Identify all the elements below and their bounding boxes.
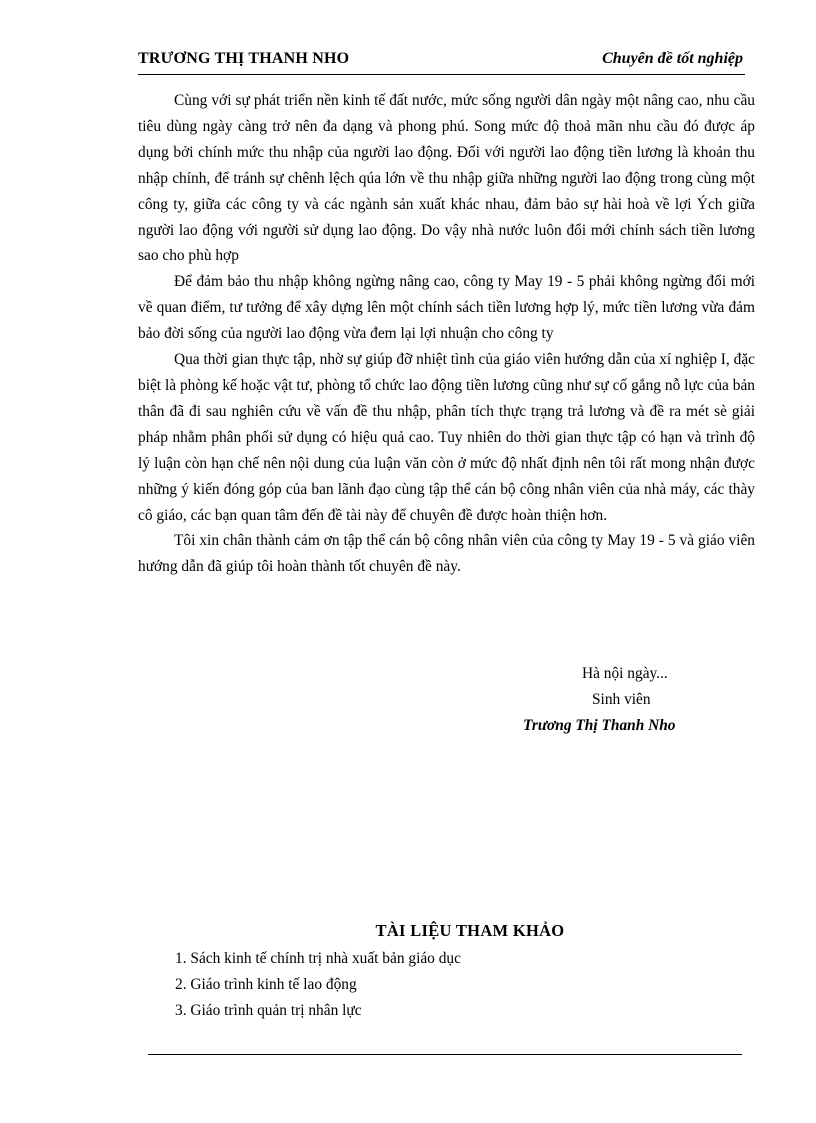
- signature-role: Sinh viên: [592, 691, 651, 708]
- references-title: TÀI LIỆU THAM KHẢO: [375, 921, 565, 940]
- signature-name: Trương Thị Thanh Nho: [523, 717, 676, 734]
- paragraph: Qua thời gian thực tập, nhờ sự giúp đỡ nhiệt tình của giáo viên hướng dẫn của xí nghiệp I, đặc biệt là phòng kế hoặc vật tư, phòng tổ chức lao động tiền lương cũng như sự cố gắng nỗ lực của bản thân đã đi sau nghiên cứu về vấn đề thu nhập, phân tích thực trạng trả lương và đề ra mét sè giải pháp nhằm phân phối sử dụng có hiệu quả cao. Tuy nhiên do thời gian thực tập có hạn và trình độ lý luận còn hạn chế nên nội dung của luận văn còn ở mức độ nhất định nên tôi rất mong nhận được những ý kiến đóng góp của ban lãnh đạo cùng tập thể cán bộ công nhân viên của nhà máy, các thày cô giáo, các bạn quan tâm đến đề tài này để chuyên đề được hoàn thiện hơn.: [138, 351, 755, 524]
- paragraph: Để đảm bảo thu nhập không ngừng nâng cao, công ty May 19 - 5 phải không ngừng đổi mới về quan điểm, tư tưởng để xây dựng lên một chính sách tiền lương hợp lý, mức tiền lương vừa đảm bảo đời sống của người lao động vừa đem lại lợi nhuận cho công ty: [138, 273, 755, 343]
- body-text: [138, 88, 755, 580]
- paragraph: Tôi xin chân thành cảm ơn tập thể cán bộ công nhân viên của công ty May 19 - 5 và giáo viên hướng dẫn đã giúp tôi hoàn thành tốt chuyên đề này.: [138, 532, 755, 576]
- reference-item: 1. Sách kinh tế chính trị nhà xuất bản giáo dục: [175, 950, 461, 967]
- references-list: [175, 946, 461, 1024]
- paragraph: Cùng với sự phát triển nền kinh tế đất nước, mức sống người dân ngày một nâng cao, nhu cầu tiêu dùng ngày càng trở nên đa dạng và phong phú. Song mức độ thoả mãn nhu cầu đó được áp dụng bởi chính mức thu nhập của người lao động. Đối với người lao động tiền lương là khoản thu nhập chính, để tránh sự chênh lệch qúa lớn về thu nhập giữa những người lao động trong cùng một công ty, giữa các công ty và các ngành sản xuất khác nhau, đảm bảo sự hài hoà về lợi Ých giữa người lao động với người sử dụng lao động. Do vậy nhà nước luôn đổi mới chính sách tiền lương sao cho phù hợp: [138, 92, 755, 265]
- signature-date: Hà nội ngày...: [582, 665, 668, 682]
- page-header: [138, 48, 745, 75]
- header-doc-type: Chuyên đề tốt nghiệp: [602, 50, 743, 67]
- header-author: TRƯƠNG THỊ THANH NHO: [138, 50, 350, 67]
- reference-item: 2. Giáo trình kinh tế lao động: [175, 976, 357, 993]
- footer-divider: [148, 1054, 742, 1055]
- reference-item: 3. Giáo trình quản trị nhân lực: [175, 1002, 362, 1019]
